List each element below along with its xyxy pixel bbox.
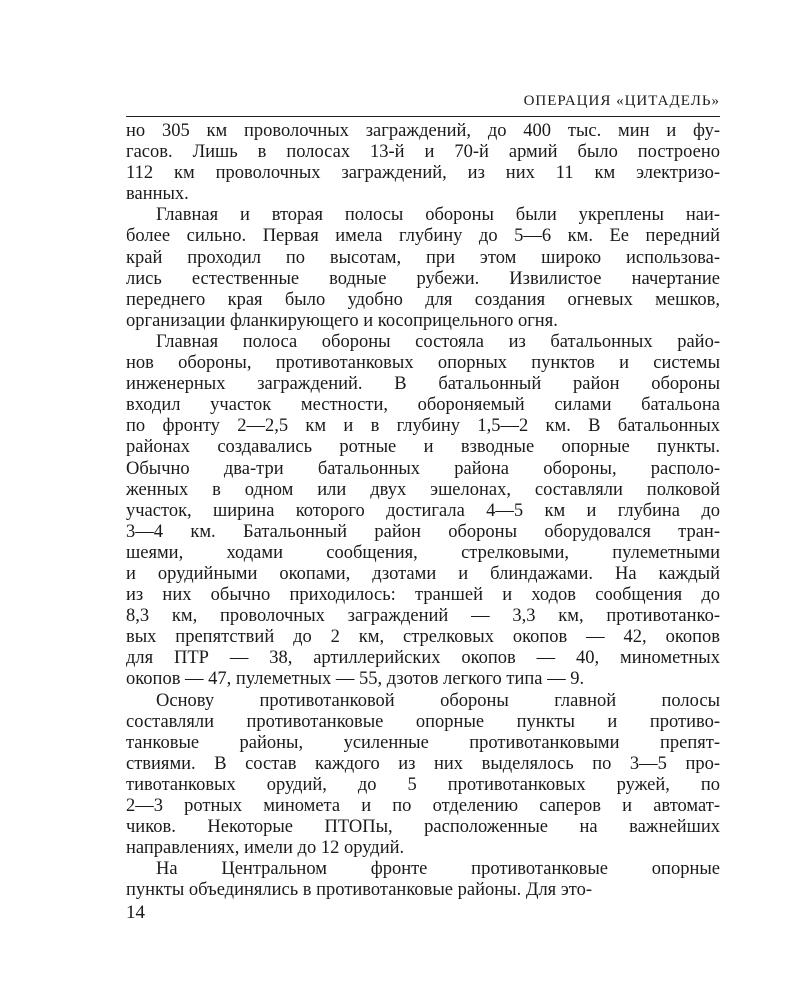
paragraph [126, 121, 720, 205]
text-line: край проходил по высотам, при этом широко использова- [126, 247, 720, 268]
text-line: женных в одном или двух эшелонах, составляли полковой [126, 479, 720, 500]
text-line: гасов. Лишь в полосах 13-й и 70-й армий было построено [126, 142, 720, 163]
header-rule [126, 116, 720, 117]
text-line: из них обычно приходилось: траншей и ходов сообщения до [126, 585, 720, 606]
paragraph [126, 691, 720, 860]
text-line: составляли противотанковые опорные пункты и противо- [126, 711, 720, 732]
text-line: Основу противотанковой обороны главной полосы [156, 690, 720, 711]
text-line: 112 км проволочных заграждений, из них 11 км электризо- [126, 163, 720, 184]
text-line: Главная и вторая полосы обороны были укреплены наи- [156, 205, 720, 226]
text-line: вых препятствий до 2 км, стрелковых окопов — 42, окопов [126, 627, 720, 648]
text-line: переднего края было удобно для создания огневых мешков, [126, 289, 720, 310]
page-number: 14 [126, 902, 145, 923]
running-header: ОПЕРАЦИЯ «ЦИТАДЕЛЬ» [523, 93, 720, 109]
text-line: окопов — 47, пулеметных — 55, дзотов легкого типа — 9. [126, 669, 585, 690]
paragraph [126, 859, 720, 901]
text-line: шеями, ходами сообщения, стрелковыми, пулеметными [126, 542, 720, 563]
text-line: Обычно два-три батальонных района обороны, располо- [126, 458, 720, 479]
text-line: районах создавались ротные и взводные опорные пункты. [126, 437, 720, 458]
paragraph [126, 205, 720, 332]
text-line: ванных. [126, 184, 189, 205]
text-line: 3—4 км. Батальонный район обороны оборудовался тран- [126, 521, 720, 542]
text-line: входил участок местности, обороняемый силами батальона [126, 395, 720, 416]
paragraph [126, 332, 720, 691]
text-line: и орудийными окопами, дзотами и блиндажами. На каждый [126, 563, 720, 584]
text-line: ствиями. В состав каждого из них выделялось по 3—5 про- [126, 753, 720, 774]
text-line: Главная полоса обороны состояла из батальонных райо- [156, 331, 720, 352]
text-line: танковые районы, усиленные противотанковыми препят- [126, 732, 720, 753]
text-line: На Центральном фронте противотанковые опорные [156, 859, 720, 880]
text-line: тивотанковых орудий, до 5 противотанковых ружей, по [126, 774, 720, 795]
text-line: инженерных заграждений. В батальонный район обороны [126, 374, 720, 395]
text-line: чиков. Некоторые ПТОПы, расположенные на важнейших [126, 817, 720, 838]
text-line: 8,3 км, проволочных заграждений — 3,3 км, противотанко- [126, 606, 720, 627]
text-line: по фронту 2—2,5 км и в глубину 1,5—2 км. В батальонных [126, 416, 720, 437]
text-line: лись естественные водные рубежи. Извилистое начертание [126, 268, 720, 289]
text-line: нов обороны, противотанковых опорных пунктов и системы [126, 353, 720, 374]
text-line: пункты объединялись в противотанковые районы. Для это- [126, 880, 593, 901]
text-line: 2—3 ротных миномета и по отделению саперов и автомат- [126, 796, 720, 816]
text-line: но 305 км проволочных заграждений, до 400 тыс. мин и фу- [126, 121, 720, 141]
text-line: участок, ширина которого достигала 4—5 км и глубина до [126, 500, 720, 521]
text-line: организации фланкирующего и косоприцельного огня. [126, 310, 558, 331]
text-line: для ПТР — 38, артиллерийских окопов — 40, минометных [126, 648, 720, 669]
body-text [126, 121, 720, 901]
text-line: направлениях, имели до 12 орудий. [126, 838, 405, 859]
text-line: более сильно. Первая имела глубину до 5—6 км. Ее передний [126, 226, 720, 247]
